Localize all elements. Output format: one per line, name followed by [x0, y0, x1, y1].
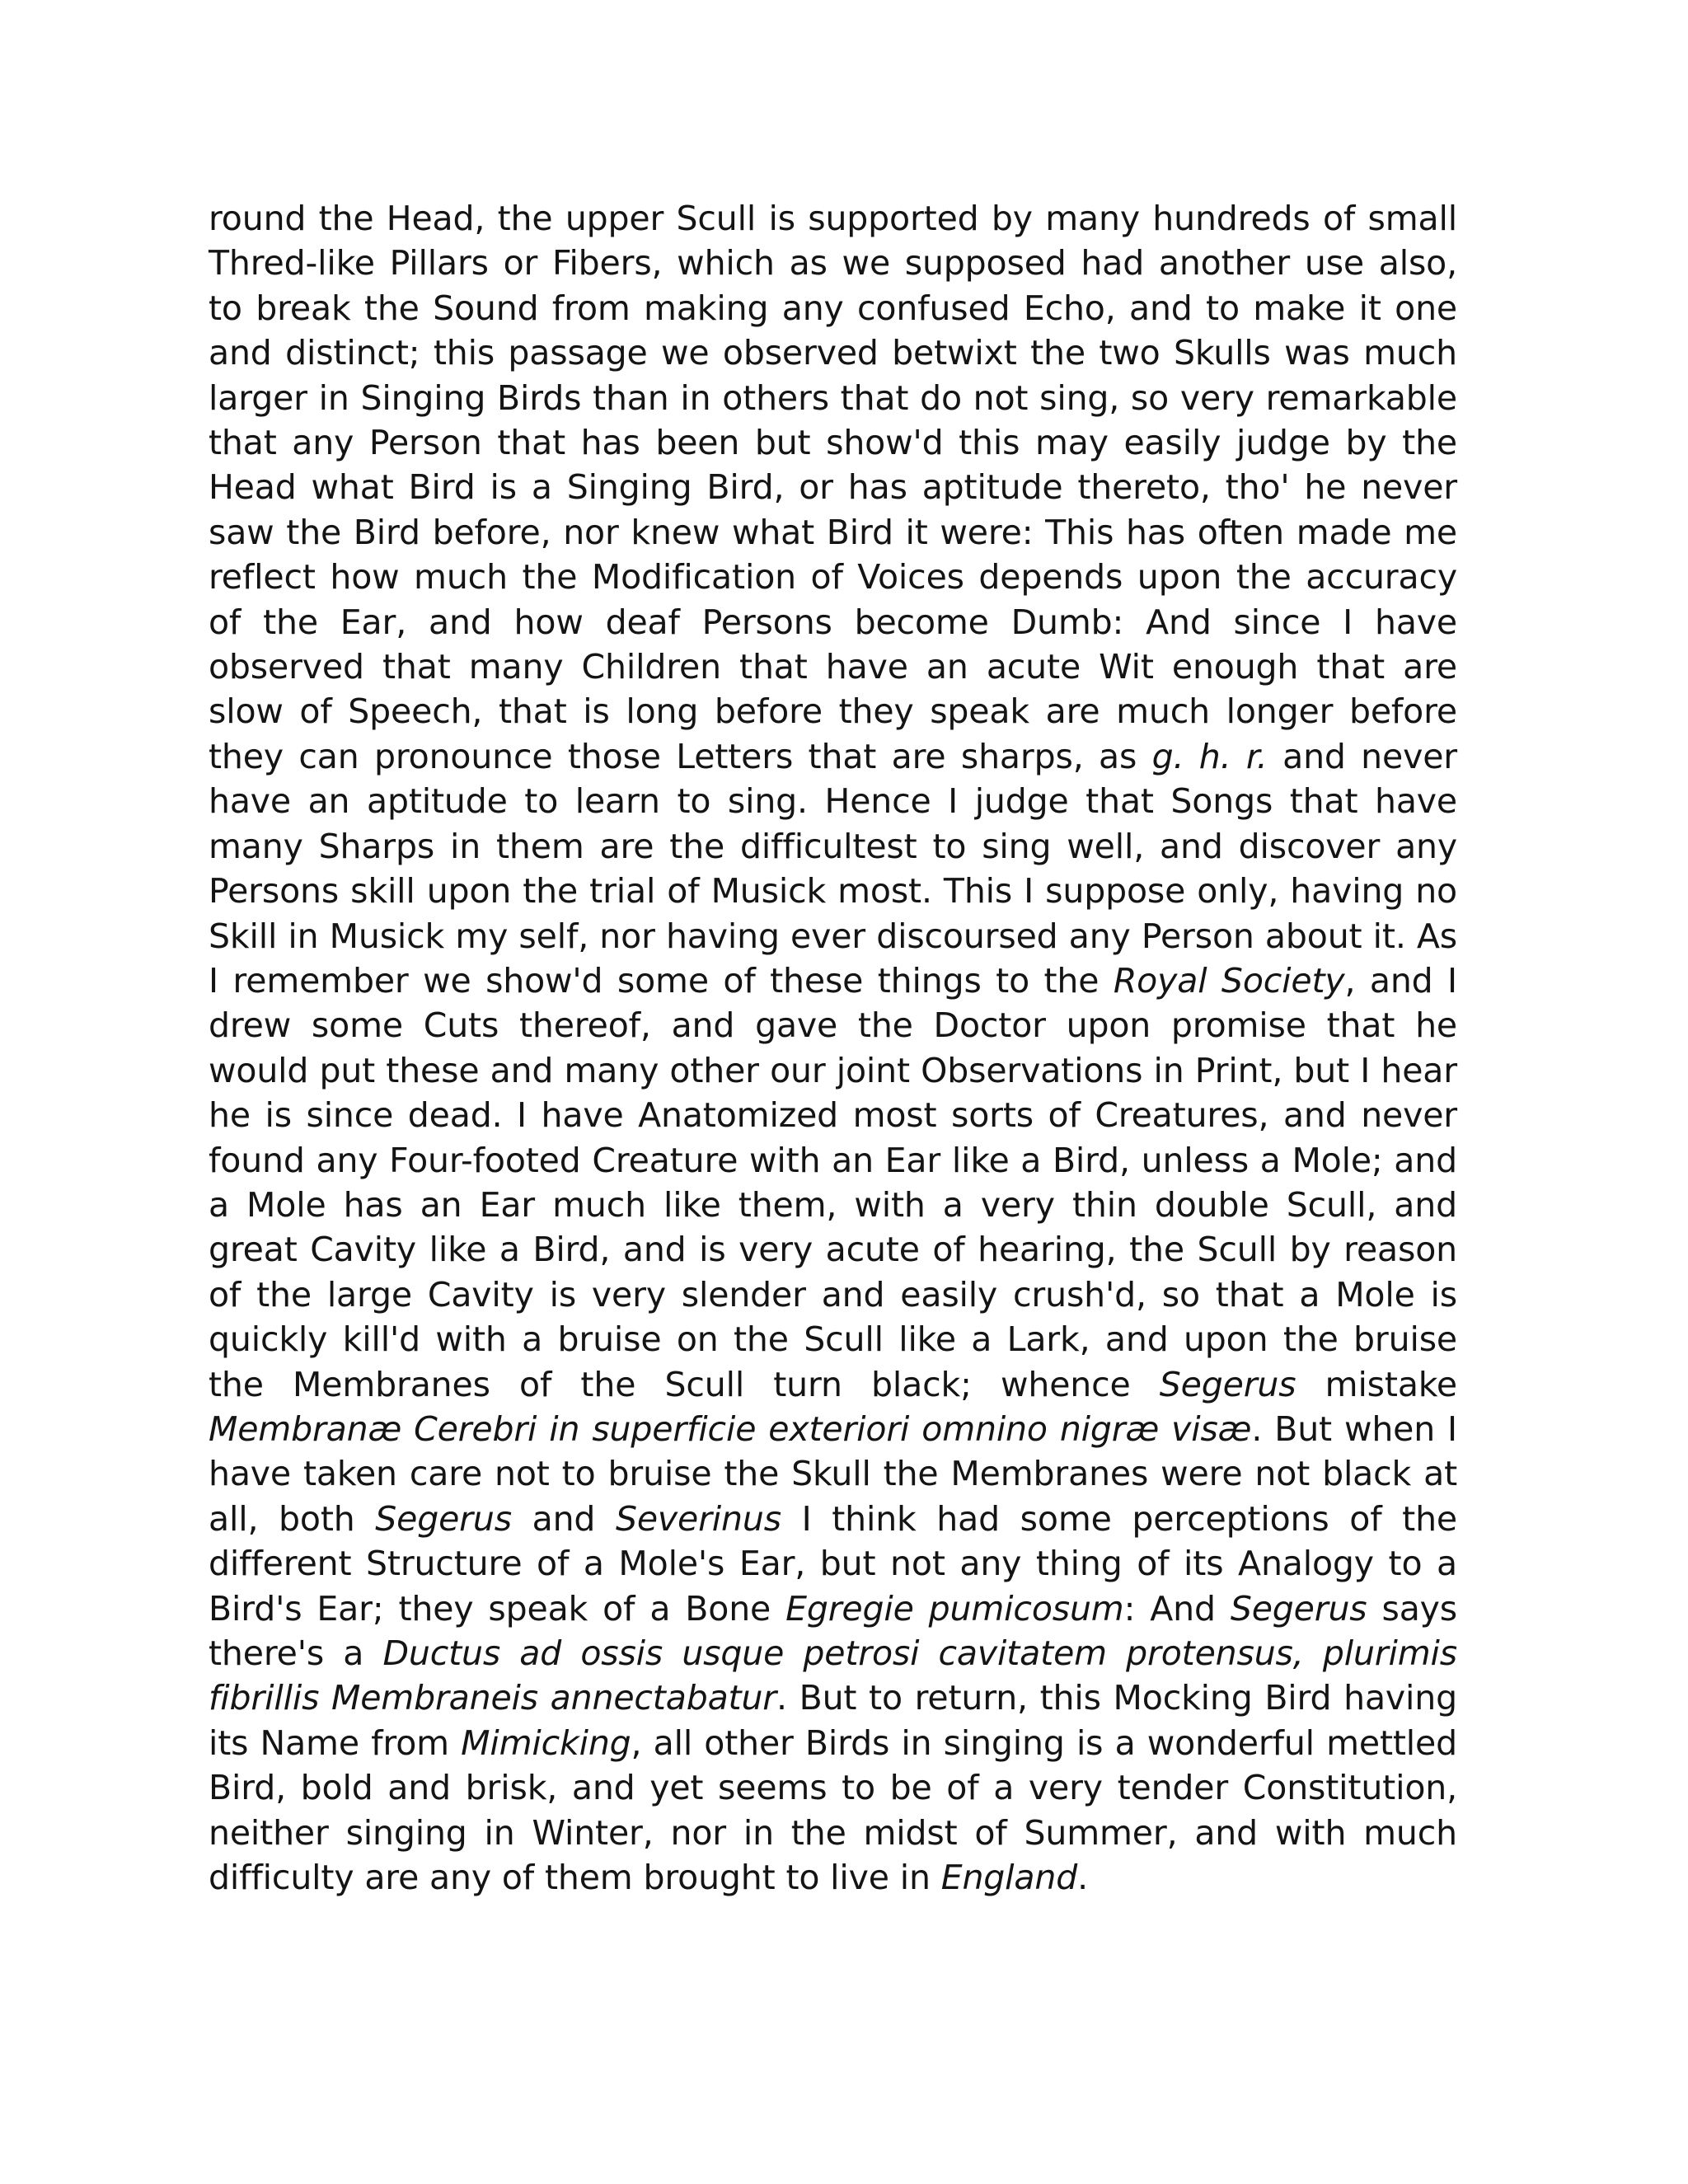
text-run: . [1077, 1858, 1088, 1898]
italic-run: Egregie pumicosum [785, 1588, 1124, 1629]
italic-run: Royal Society [1113, 960, 1345, 1001]
text-run: round the Head, the upper Scull is supported by many hundreds of small Thred-like Pillars or Fibers, which as we supposed had another use also, to break the Sound from making any confused Echo, and to make it one and distinct; this passage we observed betwixt the two Skulls was much larger in Singing Birds than in others that do not sing, so very remarkable that any Person that has been but show'd this may easily judge by the Head what Bird is a Singing Bird, or has aptitude thereto, tho' he never saw the Bird before, nor knew what Bird it were: This has often made me reflect how much the Modification of Voices depends upon the accuracy of the Ear, and how deaf Persons become Dumb: And since I have observed that many Children that have an acute Wit enough that are slow of Speech, that is long before they speak are much longer before they can pronounce those Letters that are sharps, as [209, 199, 1457, 776]
italic-run: Segerus [1230, 1588, 1367, 1629]
italic-run: Segerus [375, 1498, 512, 1539]
text-run: says there's a [209, 1588, 1457, 1673]
italic-run: Mimicking [461, 1722, 631, 1763]
italic-run: Membranæ Cerebri in superficie exteriori omnino nigræ visæ [209, 1408, 1252, 1449]
italic-run: Ductus ad ossis usque petrosi cavitatem protensus, plurimis fibrillis Membraneis annectabatur [209, 1633, 1457, 1718]
italic-run: England [940, 1858, 1078, 1898]
text-run: and [511, 1498, 616, 1539]
italic-run: Segerus [1159, 1364, 1296, 1404]
text-run: and never have an aptitude to learn to sing. Hence I judge that Songs that have many Sharps in them are the difficultest to sing well, and discover any Persons skill upon the trial of Musick most. This I suppose only, having no Skill in Musick my self, nor having ever discoursed any Person about it. As I remember we show'd some of these things to the [209, 736, 1457, 1001]
text-run: . But to return, this Mocking Bird having its Name from [209, 1678, 1457, 1763]
text-run: . But when I have taken care not to bruise the Skull the Membranes were not black at all, both [209, 1408, 1458, 1539]
text-run: , all other Birds in singing is a wonderful mettled Bird, bold and brisk, and yet seems to be of a very tender Constitution, neither singing in Winter, nor in the midst of Summer, and with much difficulty are any of them brought to live in [209, 1722, 1457, 1898]
text-run: : And [1123, 1588, 1231, 1629]
body-paragraph [209, 196, 1457, 1900]
text-run: I think had some perceptions of the different Structure of a Mole's Ear, but not any thing of its Analogy to a Bird's Ear; they speak of a Bone [209, 1498, 1457, 1629]
italic-run: Severinus [615, 1498, 781, 1539]
text-run: , and I drew some Cuts thereof, and gave the Doctor upon promise that he would put these and many other our joint Observations in Print, but I hear he is since dead. I have Anatomized most sorts of Creatures, and never found any Four-footed Creature with an Ear like a Bird, unless a Mole; and a Mole has an Ear much like them, with a very thin double Scull, and great Cavity like a Bird, and is very acute of hearing, the Scull by reason of the large Cavity is very slender and easily crush'd, so that a Mole is quickly kill'd with a bruise on the Scull like a Lark, and upon the bruise the Membranes of the Scull turn black; whence [209, 960, 1457, 1404]
italic-run: g. h. r. [1151, 736, 1268, 776]
text-run: mistake [1296, 1364, 1458, 1404]
